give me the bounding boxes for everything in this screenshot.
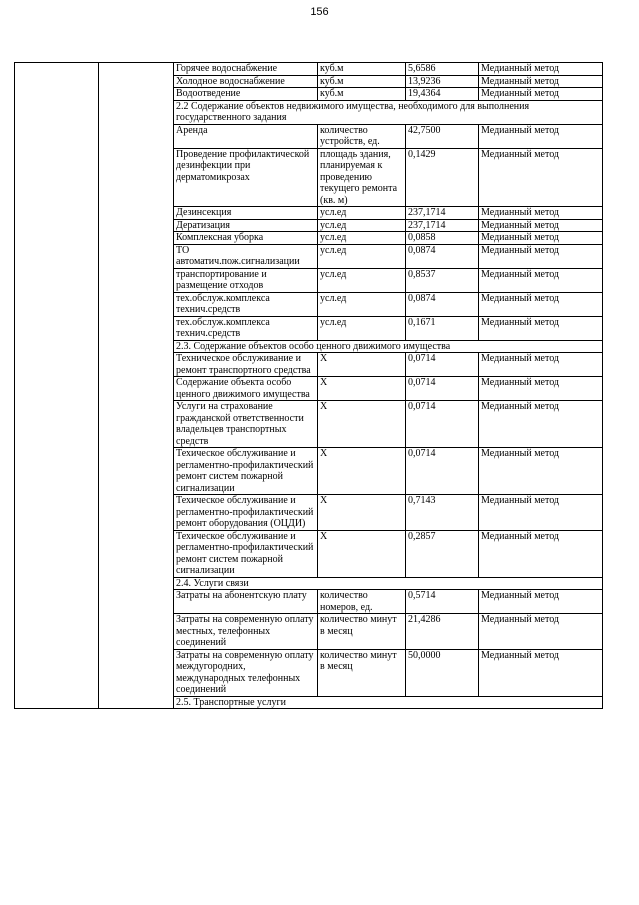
norm-value: 0,1671 [406,316,479,340]
method-cell: Медианный метод [479,448,603,495]
norm-value: 13,9236 [406,75,479,88]
method-cell: Медианный метод [479,292,603,316]
unit-cell: усл.ед [318,232,406,245]
norm-value: 0,0858 [406,232,479,245]
cost-item-name: Проведение профилактической дезинфекции при дерматомикрозах [174,148,318,207]
cost-item-name: Дератизация [174,219,318,232]
method-cell: Медианный метод [479,353,603,377]
method-cell: Медианный метод [479,124,603,148]
method-cell: Медианный метод [479,530,603,577]
cost-item-name: Комплексная уборка [174,232,318,245]
norm-value: 42,7500 [406,124,479,148]
method-cell: Медианный метод [479,75,603,88]
method-cell: Медианный метод [479,401,603,448]
norm-value: 0,0714 [406,377,479,401]
method-cell: Медианный метод [479,63,603,76]
norm-value: 50,0000 [406,649,479,696]
section-title: 2.3. Содержание объектов особо ценного движимого имущества [174,340,603,353]
cost-item-name: Услуги на страхование гражданской ответственности владельцев транспортных средств [174,401,318,448]
unit-cell: усл.ед [318,207,406,220]
norm-value: 5,6586 [406,63,479,76]
norm-value: 237,1714 [406,207,479,220]
unit-cell: Х [318,530,406,577]
norm-value: 21,4286 [406,614,479,650]
unit-cell: Х [318,401,406,448]
table-row [15,63,603,76]
unit-cell: куб.м [318,75,406,88]
method-cell: Медианный метод [479,244,603,268]
cost-item-name: Содержание объекта особо ценного движимого имущества [174,377,318,401]
norm-value: 237,1714 [406,219,479,232]
unit-cell: количество устройств, ед. [318,124,406,148]
method-cell: Медианный метод [479,316,603,340]
cost-item-name: тех.обслуж.комплекса технич.средств [174,316,318,340]
unit-cell: Х [318,377,406,401]
cost-item-name: Холодное водоснабжение [174,75,318,88]
unit-cell: количество минут в месяц [318,614,406,650]
unit-cell: Х [318,448,406,495]
section-title: 2.5. Транспортные услуги [174,696,603,709]
unit-cell: количество номеров, ед. [318,590,406,614]
method-cell: Медианный метод [479,649,603,696]
method-cell: Медианный метод [479,232,603,245]
section-title: 2.2 Содержание объектов недвижимого имущества, необходимого для выполнения государственного задания [174,100,603,124]
left-blank-cell [15,63,99,709]
cost-item-name: Затраты на современную оплату междугородних, международных телефонных соединений [174,649,318,696]
norm-value: 0,7143 [406,495,479,531]
cost-item-name: ТО автоматич.пож.сигнализации [174,244,318,268]
cost-item-name: Затраты на абонентскую плату [174,590,318,614]
unit-cell: усл.ед [318,219,406,232]
unit-cell: площадь здания, планируемая к проведению текущего ремонта (кв. м) [318,148,406,207]
unit-cell: Х [318,353,406,377]
method-cell: Медианный метод [479,207,603,220]
unit-cell: Х [318,495,406,531]
cost-item-name: Техическое обслуживание и регламентно-профилактический ремонт оборудования (ОЦДИ) [174,495,318,531]
cost-norms-table [14,62,603,709]
method-cell: Медианный метод [479,219,603,232]
norm-value: 0,0874 [406,292,479,316]
norm-value: 19,4364 [406,88,479,101]
method-cell: Медианный метод [479,377,603,401]
norm-value: 0,0714 [406,401,479,448]
cost-item-name: Техическое обслуживание и регламентно-профилактический ремонт систем пожарной сигнализации [174,448,318,495]
unit-cell: куб.м [318,63,406,76]
cost-item-name: Дезинсекция [174,207,318,220]
unit-cell: куб.м [318,88,406,101]
method-cell: Медианный метод [479,268,603,292]
cost-item-name: Техическое обслуживание и регламентно-профилактический ремонт систем пожарной сигнализации [174,530,318,577]
page-number: 156 [310,6,329,18]
unit-cell: усл.ед [318,244,406,268]
norm-value: 0,0874 [406,244,479,268]
cost-item-name: тех.обслуж.комплекса технич.средств [174,292,318,316]
method-cell: Медианный метод [479,614,603,650]
norm-value: 0,0714 [406,353,479,377]
unit-cell: усл.ед [318,268,406,292]
norm-value: 0,8537 [406,268,479,292]
norm-value: 0,0714 [406,448,479,495]
cost-item-name: Затраты на современную оплату местных, телефонных соединений [174,614,318,650]
unit-cell: усл.ед [318,316,406,340]
unit-cell: количество минут в месяц [318,649,406,696]
method-cell: Медианный метод [479,148,603,207]
norm-value: 0,1429 [406,148,479,207]
cost-item-name: транспортирование и размещение отходов [174,268,318,292]
unit-cell: усл.ед [318,292,406,316]
cost-item-name: Водоотведение [174,88,318,101]
norm-value: 0,2857 [406,530,479,577]
cost-item-name: Аренда [174,124,318,148]
cost-item-name: Техническое обслуживание и ремонт транспортного средства [174,353,318,377]
norm-value: 0,5714 [406,590,479,614]
method-cell: Медианный метод [479,88,603,101]
method-cell: Медианный метод [479,590,603,614]
mid-blank-cell [99,63,174,709]
cost-item-name: Горячее водоснабжение [174,63,318,76]
section-title: 2.4. Услуги связи [174,577,603,590]
method-cell: Медианный метод [479,495,603,531]
